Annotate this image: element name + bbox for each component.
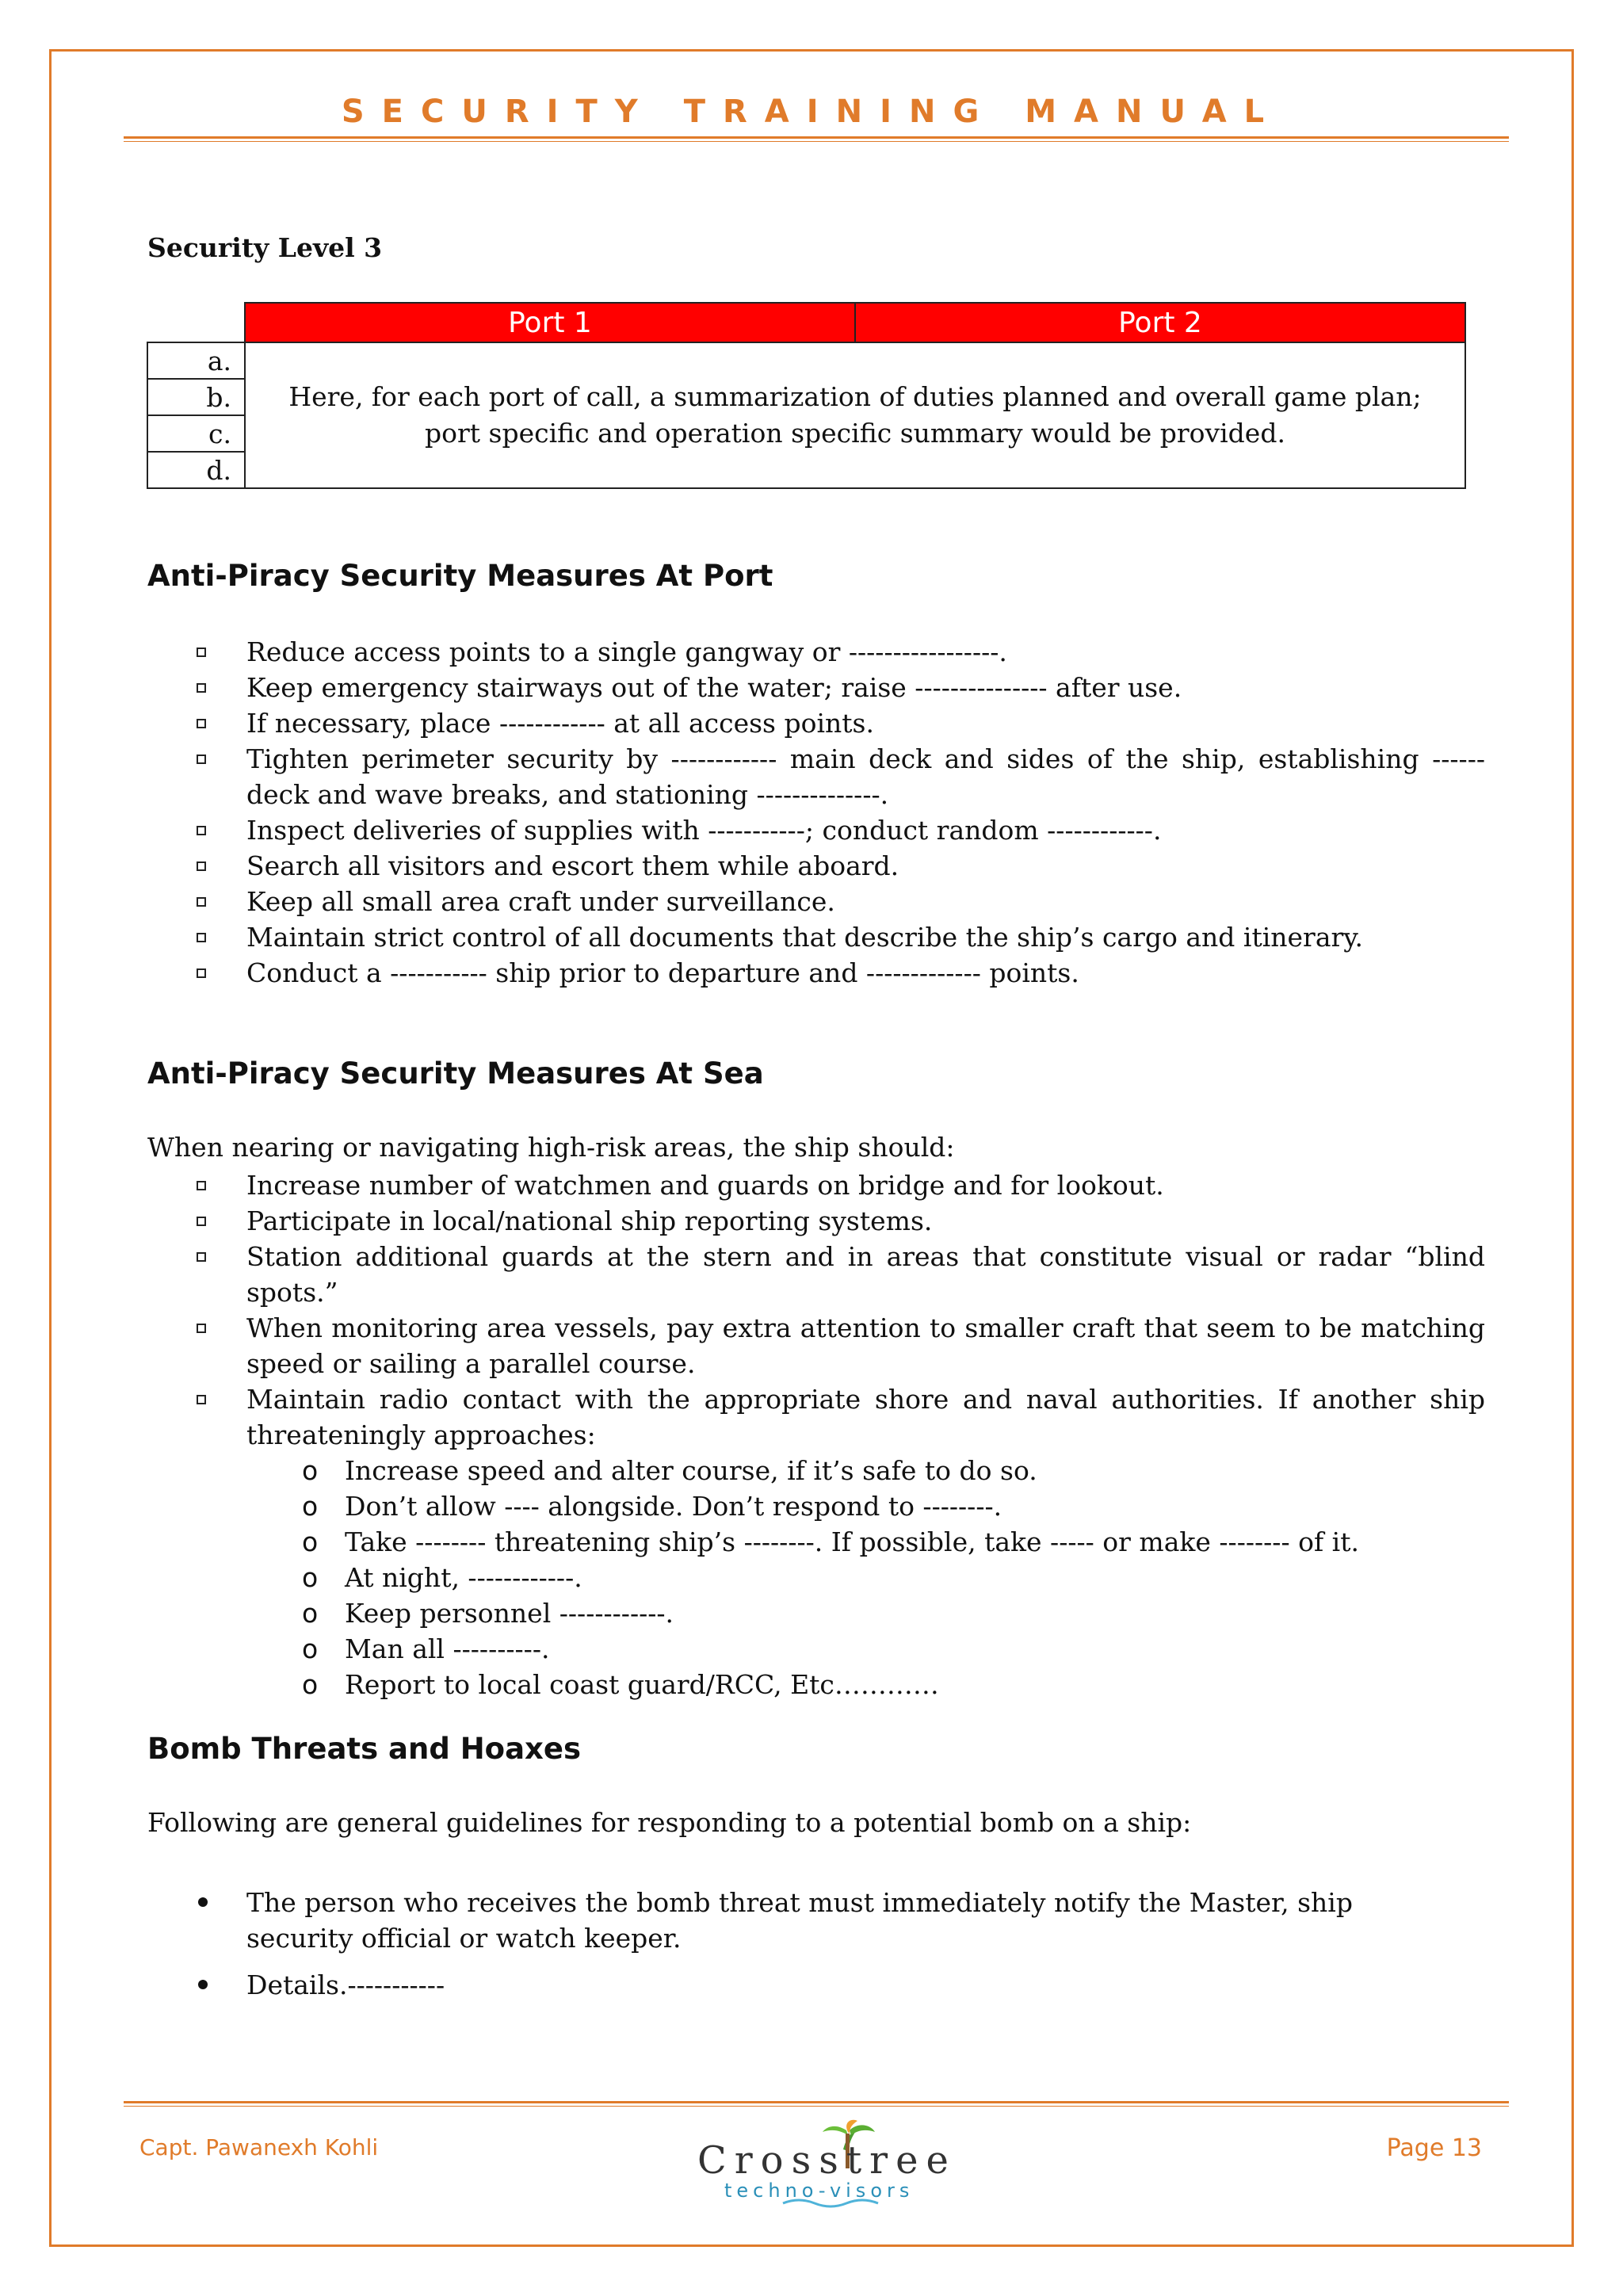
sea-sublist	[246, 1453, 1485, 1702]
list-item: Details.-----------	[147, 1967, 1447, 2003]
bomb-list	[147, 1885, 1447, 2003]
sub-list-item: o At night, ------------.	[246, 1560, 1485, 1595]
sub-list-item: o Take -------- threatening ship’s --------. If possible, take ----- or make -------- of it.	[246, 1524, 1485, 1560]
sea-measures-intro: When nearing or navigating high-risk areas, the ship should:	[147, 1132, 955, 1163]
port-2-header: Port 2	[855, 303, 1465, 342]
list-item: Keep all small area craft under surveillance.	[147, 884, 1485, 919]
crosstree-logo	[688, 2118, 957, 2213]
row-label-a: a.	[147, 342, 245, 379]
list-item: Reduce access points to a single gangway or -----------------.	[147, 634, 1485, 670]
sub-list-item: o Keep personnel ------------.	[246, 1595, 1485, 1631]
list-item: Maintain strict control of all documents that describe the ship’s cargo and itinerary.	[147, 919, 1485, 955]
ports-table	[147, 302, 1466, 489]
sub-list-item: o Report to local coast guard/RCC, Etc…………	[246, 1667, 1485, 1702]
row-label-b: b.	[147, 379, 245, 415]
list-item-text: Maintain radio contact with the appropriate shore and naval authorities. If another ship threateningly approaches:	[246, 1384, 1485, 1450]
list-item: Tighten perimeter security by ------------ main deck and sides of the ship, establishing ------ deck and wave breaks, and stationing --------------.	[147, 741, 1485, 812]
row-label-c: c.	[147, 415, 245, 452]
list-item: Search all visitors and escort them while aboard.	[147, 848, 1485, 884]
list-item: Participate in local/national ship reporting systems.	[147, 1203, 1485, 1239]
bomb-intro: Following are general guidelines for responding to a potential bomb on a ship:	[147, 1807, 1192, 1838]
list-item: If necessary, place ------------ at all access points.	[147, 705, 1485, 741]
sea-measures-list	[147, 1167, 1485, 1702]
list-item: The person who receives the bomb threat must immediately notify the Master, ship security official or watch keeper.	[147, 1885, 1447, 1956]
sub-list-item: o Increase speed and alter course, if it’s safe to do so.	[246, 1453, 1485, 1488]
sea-measures-heading: Anti-Piracy Security Measures At Sea	[147, 1056, 764, 1091]
bomb-heading: Bomb Threats and Hoaxes	[147, 1732, 582, 1766]
list-item: Increase number of watchmen and guards on bridge and for lookout.	[147, 1167, 1485, 1203]
port-1-header: Port 1	[245, 303, 855, 342]
security-level-title: Security Level 3	[147, 232, 383, 263]
page-number: Page 13	[1386, 2134, 1482, 2162]
row-label-d: d.	[147, 452, 245, 488]
port-measures-heading: Anti-Piracy Security Measures At Port	[147, 559, 773, 593]
list-item: Keep emergency stairways out of the water; raise --------------- after use.	[147, 670, 1485, 705]
ports-summary: Here, for each port of call, a summarization of duties planned and overall game plan; port specific and operation specific summary would be provided.	[245, 342, 1465, 488]
sub-list-item: o Man all ----------.	[246, 1631, 1485, 1667]
port-measures-list	[147, 634, 1485, 991]
list-item	[147, 1381, 1485, 1702]
list-item: Station additional guards at the stern and in areas that constitute visual or radar “blind spots.”	[147, 1239, 1485, 1310]
logo-text: Crosstree	[697, 2138, 957, 2183]
footer-rule	[124, 2101, 1509, 2107]
header-title: SECURITY TRAINING MANUAL	[341, 94, 1282, 130]
list-item: Inspect deliveries of supplies with -----------; conduct random ------------.	[147, 812, 1485, 848]
header-rule	[124, 136, 1509, 142]
logo-subtext: techno-visors	[724, 2179, 915, 2202]
footer-author: Capt. Pawanexh Kohli	[139, 2134, 379, 2160]
list-item: Conduct a ----------- ship prior to departure and ------------- points.	[147, 955, 1485, 991]
sub-list-item: o Don’t allow ---- alongside. Don’t respond to --------.	[246, 1488, 1485, 1524]
list-item: When monitoring area vessels, pay extra attention to smaller craft that seem to be matching speed or sailing a parallel course.	[147, 1310, 1485, 1381]
